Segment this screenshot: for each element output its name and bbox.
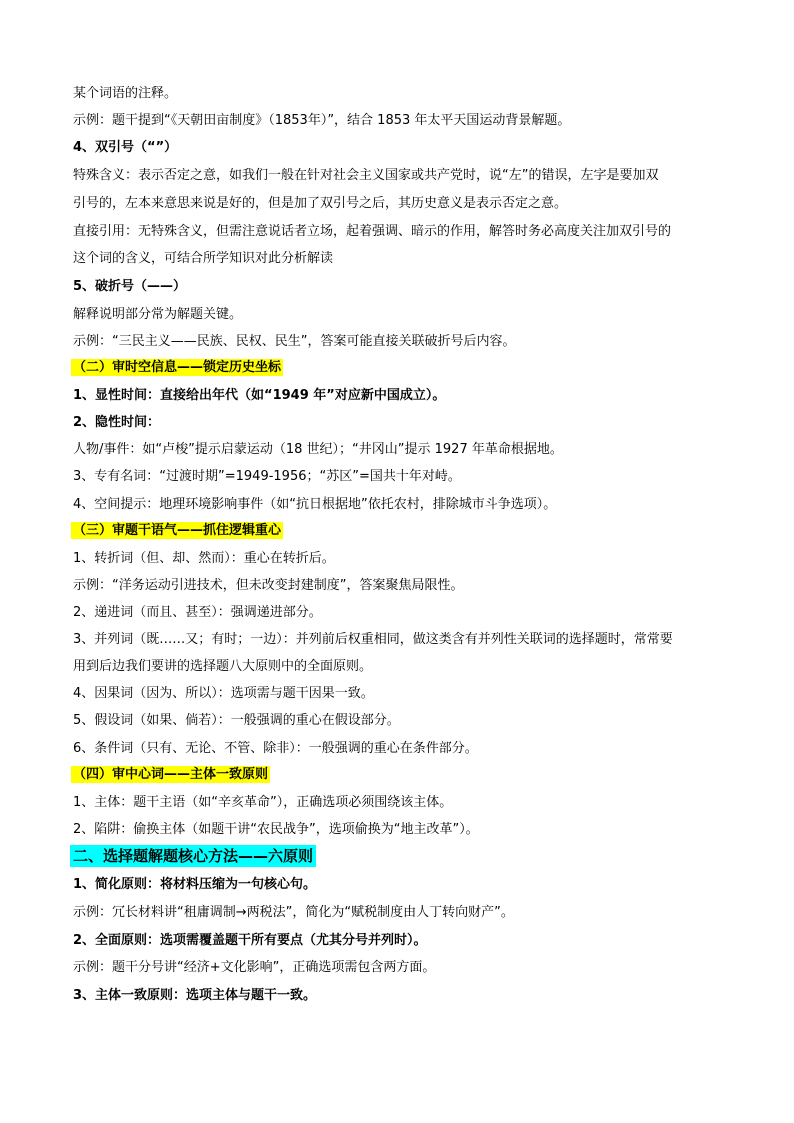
body-text-line xyxy=(73,576,463,596)
body-text: 直接引用：无特殊含义，但需注意说话者立场，起着强调、暗示的作用，解答时务必高度关注加双引号的 xyxy=(73,224,672,239)
body-text-line xyxy=(73,711,400,731)
section-heading-text: （二）审时空信息——锁定历史坐标 xyxy=(73,360,282,375)
section-heading xyxy=(73,765,270,785)
body-text: 1、主体：题干主语（如“辛亥革命”），正确选项必须围绕该主体。 xyxy=(73,795,453,810)
body-text: 2、陷阱：偷换主体（如题干讲“农民战争”，选项偷换为“地主改革”）。 xyxy=(73,822,479,837)
body-text-line xyxy=(73,958,435,978)
body-text: 示例：题干分号讲“经济+文化影响”，正确选项需包含两方面。 xyxy=(73,960,436,975)
body-text-line xyxy=(73,467,461,487)
body-text-line xyxy=(73,903,514,923)
item-heading-text: 2、全面原则：选项需覆盖题干所有要点（尤其分号并列时）。 xyxy=(73,933,427,948)
body-text-line xyxy=(73,630,673,650)
body-text-line xyxy=(73,440,563,460)
item-heading-text: 1、显性时间：直接给出年代（如“1949 年”对应新中国成立）。 xyxy=(73,388,446,403)
body-text-line xyxy=(73,684,374,704)
body-text: 示例：“洋务运动引进技术，但未改变封建制度”，答案聚焦局限性。 xyxy=(73,578,464,593)
body-text: 示例：题干提到“《天朝田亩制度》（1853年）”，结合 1853 年太平天国运动背景解题。 xyxy=(73,113,571,128)
item-heading xyxy=(73,277,186,297)
item-heading-text: 1、简化原则：将材料压缩为一句核心句。 xyxy=(73,877,317,892)
item-heading-text: 5、破折号（——） xyxy=(73,279,187,294)
body-text: 1、转折词（但、却、然而）：重心在转折后。 xyxy=(73,551,335,566)
body-text: 解释说明部分常为解题关键。 xyxy=(73,307,243,322)
body-text: 3、专有名词：“过渡时期”=1949-1956；“苏区”=国共十年对峙。 xyxy=(73,469,461,484)
body-text: 这个词的含义，可结合所学知识对此分析解读 xyxy=(73,251,334,266)
body-text-line xyxy=(73,495,556,515)
body-text: 4、因果词（因为、所以）：选项需与题干因果一致。 xyxy=(73,686,374,701)
body-text-line xyxy=(73,194,567,214)
body-text: 示例：冗长材料讲“租庸调制→两税法”，简化为“赋税制度由人丁转向财产”。 xyxy=(73,905,514,920)
body-text-line xyxy=(73,249,333,269)
body-text-line xyxy=(73,332,515,352)
body-text: 人物/事件：如“卢梭”提示启蒙运动（18 世纪）；“井冈山”提示 1927 年革命根据地。 xyxy=(73,442,563,457)
item-heading-text: 2、隐性时间： xyxy=(73,415,161,430)
item-heading xyxy=(73,931,427,951)
body-text-line xyxy=(73,166,658,186)
item-heading xyxy=(73,986,316,1006)
body-text-line xyxy=(73,305,242,325)
section-heading-text: （三）审题干语气——抓住逻辑重心 xyxy=(73,523,282,538)
body-text-line xyxy=(73,603,322,623)
body-text-line xyxy=(73,222,671,242)
chapter-heading-text: 二、选择题解题核心方法——六原则 xyxy=(70,845,316,867)
item-heading xyxy=(73,413,160,433)
body-text-line xyxy=(73,820,479,840)
body-text: 用到后边我们要讲的选择题八大原则中的全面原则。 xyxy=(73,659,373,674)
section-heading xyxy=(73,521,283,541)
body-text-line xyxy=(73,84,177,104)
item-heading-text: 4、双引号（“”） xyxy=(73,140,178,155)
item-heading xyxy=(73,386,445,406)
body-text: 引号的，左本来意思来说是好的，但是加了双引号之后，其历史意义是表示否定之意。 xyxy=(73,196,568,211)
body-text-line xyxy=(73,793,452,813)
body-text: 6、条件词（只有、无论、不管、除非）：一般强调的重心在条件部分。 xyxy=(73,741,478,756)
section-heading-text: （四）审中心词——主体一致原则 xyxy=(73,767,269,782)
chapter-heading xyxy=(73,846,316,868)
body-text: 5、假设词（如果、倘若）：一般强调的重心在假设部分。 xyxy=(73,713,400,728)
body-text-line xyxy=(73,111,570,131)
body-text: 特殊含义：表示否定之意，如我们一般在针对社会主义国家或共产党时，说“左”的错误，左字是要加双 xyxy=(73,168,659,183)
body-text: 4、空间提示：地理环境影响事件（如“抗日根据地”依托农村，排除城市斗争选项）。 xyxy=(73,497,557,512)
body-text-line xyxy=(73,657,372,677)
item-heading xyxy=(73,138,177,158)
item-heading xyxy=(73,875,316,895)
section-heading xyxy=(73,358,283,378)
body-text: 3、并列词（既……又；有时；一边）：并列前后权重相同，做这类含有并列性关联词的选择题时，常常要 xyxy=(73,632,673,647)
body-text-line xyxy=(73,549,335,569)
body-text: 示例：“三民主义——民族、民权、民生”，答案可能直接关联破折号后内容。 xyxy=(73,334,516,349)
body-text: 某个词语的注释。 xyxy=(73,86,178,101)
item-heading-text: 3、主体一致原则：选项主体与题干一致。 xyxy=(73,988,317,1003)
body-text-line xyxy=(73,739,478,759)
body-text: 2、递进词（而且、甚至）：强调递进部分。 xyxy=(73,605,322,620)
